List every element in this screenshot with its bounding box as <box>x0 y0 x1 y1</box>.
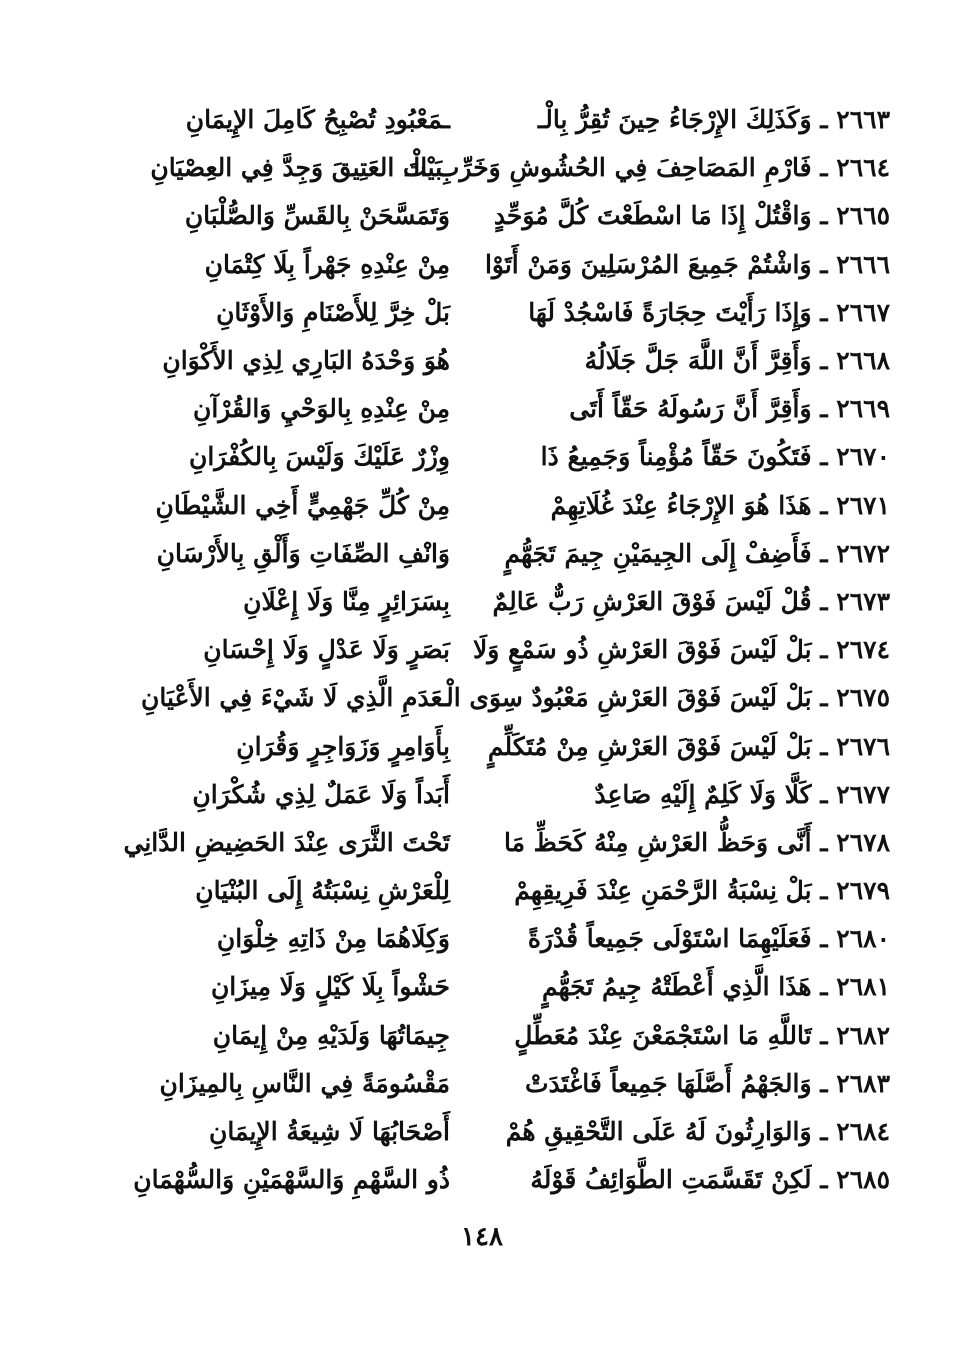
verse-first-hemistich <box>490 1060 890 1108</box>
verse-row <box>80 1108 890 1156</box>
verse-number: ٢٦٧٧ <box>836 779 890 809</box>
verse-first-hemistich <box>490 1108 890 1156</box>
verse-second-hemistich: مِنْ عِنْدِهِ بِالوَحْيِ وَالقُرْآنِ <box>193 394 450 424</box>
verse-first-hemistich-text: وَالوَارِثُونَ لَهُ عَلَى التَّحْقِيقِ هُمْ <box>505 1117 812 1147</box>
verse-first-hemistich-text: فَأَضِفْ إِلَى الجِيمَيْنِ جِيمَ تَجَهُّمٍ <box>504 538 812 568</box>
verse-row <box>80 1060 890 1108</box>
verse-number-dash: ـ <box>811 683 837 713</box>
verse-number: ٢٦٦٤ <box>836 153 890 183</box>
verse-row <box>80 578 890 626</box>
verse-number: ٢٦٧٦ <box>836 731 890 761</box>
verse-row <box>80 1012 890 1060</box>
verse-second-hemistich: وَكِلَاهُمَا مِنْ ذَاتِهِ خِلْوَانِ <box>216 924 450 954</box>
verse-first-hemistich-text: كَلَّا وَلَا كَلِمٌ إِلَيْهِ صَاعِدٌ <box>594 779 812 809</box>
verse-number: ٢٦٧٥ <box>836 683 890 713</box>
verse-number: ٢٦٧٩ <box>836 876 890 906</box>
verse-number: ٢٦٦٩ <box>836 394 890 424</box>
verse-first-hemistich-text: أَنَّى وَحَظُّ العَرْشِ مِنْهُ كَحَظِّ مَا <box>503 827 812 857</box>
verse-row <box>80 1156 890 1204</box>
verse-first-hemistich <box>490 1156 890 1204</box>
verse-number-dash: ـ <box>811 586 837 616</box>
verse-number-dash: ـ <box>811 1117 837 1147</box>
verse-second-hemistich: لِلْعَرْشِ نِسْبَتُهُ إِلَى البُنْيَانِ <box>195 876 450 906</box>
verse-number-dash: ـ <box>811 201 837 231</box>
verse-first-hemistich-text: بَلْ نِسْبَةُ الرَّحْمَنِ عِنْدَ فَرِيقِهِمْ <box>514 876 812 906</box>
verse-number-dash: ـ <box>811 635 837 665</box>
verse-first-hemistich <box>490 771 890 819</box>
verse-row <box>80 674 890 722</box>
verse-second-hemistich: مَقْسُومَةً فِي النَّاسِ بِالمِيزَانِ <box>159 1068 450 1098</box>
verse-first-hemistich <box>490 385 890 433</box>
verse-row <box>80 96 890 144</box>
verse-number: ٢٦٦٧ <box>836 297 890 327</box>
verse-number-dash: ـ <box>811 827 837 857</box>
verse-row <box>80 963 890 1011</box>
verse-first-hemistich <box>490 1012 890 1060</box>
verse-row <box>80 722 890 770</box>
verse-first-hemistich <box>438 674 890 722</box>
verse-number-dash: ـ <box>811 153 837 183</box>
verse-first-hemistich <box>490 337 890 385</box>
verse-row <box>80 626 890 674</box>
verse-first-hemistich-text: فَعَلَيْهِمَا اسْتَوْلَى جَمِيعاً قُدْرَةً <box>527 924 812 954</box>
poem-verses <box>80 96 890 1204</box>
verse-number-dash: ـ <box>811 249 837 279</box>
verse-number: ٢٦٧٤ <box>836 635 890 665</box>
verse-number: ٢٦٧١ <box>836 490 890 520</box>
verse-first-hemistich <box>472 626 890 674</box>
verse-first-hemistich <box>490 819 890 867</box>
verse-first-hemistich-text: تَاللَّهِ مَا اسْتَجْمَعْنَ عِنْدَ مُعَطِّلٍ <box>514 1020 812 1050</box>
verse-row <box>80 241 890 289</box>
verse-first-hemistich-text: وَكَذَلِكَ الإِرْجَاءُ حِينَ تُقِرُّ بِالْـ <box>537 105 812 135</box>
verse-first-hemistich <box>490 433 890 481</box>
verse-number-dash: ـ <box>811 105 837 135</box>
verse-number-dash: ـ <box>811 297 837 327</box>
verse-first-hemistich <box>487 723 890 771</box>
verse-first-hemistich-text: وَإِذَا رَأَيْتَ حِجَارَةً فَاسْجُدْ لَهَا <box>528 297 812 327</box>
verse-first-hemistich <box>490 963 890 1011</box>
verse-row <box>80 192 890 240</box>
verse-first-hemistich-text: بَلْ لَيْسَ فَوْقَ العَرْشِ مِنْ مُتَكَلِّمٍ <box>487 731 812 761</box>
verse-number-dash: ـ <box>811 1165 837 1195</box>
verse-second-hemistich: بِسَرَائِرٍ مِنَّا وَلَا إِعْلَانِ <box>243 586 450 616</box>
verse-number-dash: ـ <box>811 876 837 906</box>
verse-row <box>80 819 890 867</box>
verse-row <box>80 433 890 481</box>
verse-first-hemistich-text: وَالجَهْمُ أَصَّلَهَا جَمِيعاً فَاغْتَدَتْ <box>524 1068 812 1098</box>
verse-row <box>80 289 890 337</box>
verse-number-dash: ـ <box>811 972 837 1002</box>
verse-number: ٢٦٦٣ <box>836 105 890 135</box>
verse-row <box>80 915 890 963</box>
verse-row <box>80 385 890 433</box>
verse-first-hemistich <box>490 530 890 578</box>
verse-number: ٢٦٦٨ <box>836 346 890 376</box>
verse-number: ٢٦٨٢ <box>836 1020 890 1050</box>
verse-second-hemistich: بَصَرٍ وَلَا عَدْلٍ وَلَا إِحْسَانِ <box>203 635 450 665</box>
verse-number: ٢٦٦٥ <box>836 201 890 231</box>
verse-first-hemistich <box>490 96 890 144</box>
verse-first-hemistich-text: فَتَكُونَ حَقّاً مُؤْمِناً وَجَمِيعُ ذَا <box>540 442 812 472</box>
verse-number: ٢٦٧٨ <box>836 827 890 857</box>
page-number: ١٤٨ <box>461 1222 503 1252</box>
verse-second-hemistich: ـبَيْتَ العَتِيقَ وَجِدَّ فِي العِصْيَانِ <box>150 153 450 183</box>
verse-first-hemistich-text: وَاقْتُلْ إِذَا مَا اسْطَعْتَ كُلَّ مُوَحِّدٍ <box>493 201 812 231</box>
verse-second-hemistich: ـمَعْبُودِ تُصْبِحُ كَامِلَ الإِيمَانِ <box>185 105 450 135</box>
verse-first-hemistich <box>490 915 890 963</box>
verse-second-hemistich: وَانْفِ الصِّفَاتِ وَأَلْقِ بِالأَرْسَانِ <box>156 538 450 568</box>
verse-first-hemistich-text: وَاشْتُمْ جَمِيعَ المُرْسَلِينَ وَمَنْ أَتَوْا <box>484 249 812 279</box>
verse-second-hemistich: وَتَمَسَّحَنْ بِالقَسِّ وَالصُّلْبَانِ <box>184 201 450 231</box>
verse-row <box>80 337 890 385</box>
verse-second-hemistich: وِزْرٌ عَلَيْكَ وَلَيْسَ بِالكُفْرَانِ <box>189 442 450 472</box>
verse-number-dash: ـ <box>811 924 837 954</box>
verse-second-hemistich: ذُو السَّهْمِ وَالسَّهْمَيْنِ وَالسُّهْمَانِ <box>133 1165 450 1195</box>
verse-number: ٢٦٨١ <box>836 972 890 1002</box>
verse-row <box>80 144 890 192</box>
verse-second-hemistich: بَلْ خِرَّ لِلأَصْنَامِ وَالأَوْثَانِ <box>216 297 450 327</box>
verse-first-hemistich-text: هَذَا الَّذِي أَعْطَتْهُ جِيمُ تَجَهُّمٍ <box>542 972 812 1002</box>
verse-first-hemistich-text: بَلْ لَيْسَ فَوْقَ العَرْشِ مَعْبُودٌ سِوَى الْـ <box>438 683 812 713</box>
verse-number: ٢٦٨٠ <box>836 924 890 954</box>
verse-number-dash: ـ <box>811 442 837 472</box>
verse-number-dash: ـ <box>811 731 837 761</box>
verse-number-dash: ـ <box>811 1020 837 1050</box>
verse-number-dash: ـ <box>811 346 837 376</box>
verse-second-hemistich: حَشْواً بِلَا كَيْلٍ وَلَا مِيزَانِ <box>210 972 450 1002</box>
verse-number: ٢٦٧٠ <box>836 442 890 472</box>
verse-first-hemistich <box>490 192 890 240</box>
verse-row <box>80 482 890 530</box>
verse-second-hemistich: مِنْ عِنْدِهِ جَهْراً بِلَا كِتْمَانِ <box>204 249 450 279</box>
verse-first-hemistich <box>490 482 890 530</box>
verse-first-hemistich <box>490 289 890 337</box>
verse-first-hemistich <box>405 144 890 192</box>
verse-number: ٢٦٨٤ <box>836 1117 890 1147</box>
verse-number: ٢٦٨٥ <box>836 1165 890 1195</box>
verse-second-hemistich: هُوَ وَحْدَهُ البَارِي لِذِي الأَكْوَانِ <box>162 346 450 376</box>
verse-row <box>80 530 890 578</box>
verse-second-hemistich: أَبَداً وَلَا عَمَلٌ لِذِي شُكْرَانِ <box>192 779 450 809</box>
verse-first-hemistich-text: وَأَقِرَّ أَنَّ رَسُولَهُ حَقّاً أَتَى <box>569 394 812 424</box>
verse-row <box>80 771 890 819</box>
verse-second-hemistich: تَحْتَ الثَّرَى عِنْدَ الحَضِيضِ الدَّانِي <box>123 827 450 857</box>
verse-first-hemistich-text: فَارْمِ المَصَاحِفَ فِي الحُشُوشِ وَخَرِّبِ الْـ <box>405 153 812 183</box>
verse-first-hemistich <box>490 867 890 915</box>
verse-number: ٢٦٧٢ <box>836 538 890 568</box>
verse-second-hemistich: جِيمَاتُهَا وَلَدَيْهِ مِنْ إِيمَانِ <box>212 1020 450 1050</box>
verse-first-hemistich-text: وَأَقِرَّ أَنَّ اللَّهَ جَلَّ جَلَالُهُ <box>584 346 812 376</box>
verse-second-hemistich: بِأَوَامِرٍ وَزَوَاجِرٍ وَقُرَانِ <box>236 731 450 761</box>
verse-first-hemistich <box>484 241 890 289</box>
verse-second-hemistich: أَصْحَابُهَا لَا شِيعَةُ الإِيمَانِ <box>209 1117 450 1147</box>
verse-first-hemistich-text: هَذَا هُوَ الإِرْجَاءُ عِنْدَ غُلَاتِهِمْ <box>550 490 812 520</box>
verse-first-hemistich <box>490 578 890 626</box>
verse-second-hemistich: ـعَدَمِ الَّذِي لَا شَيْءَ فِي الأَعْيَانِ <box>141 683 450 713</box>
verse-number-dash: ـ <box>811 394 837 424</box>
verse-number: ٢٦٨٣ <box>836 1068 890 1098</box>
verse-number-dash: ـ <box>811 538 837 568</box>
verse-number: ٢٦٦٦ <box>836 249 890 279</box>
verse-row <box>80 867 890 915</box>
verse-number-dash: ـ <box>811 1068 837 1098</box>
verse-first-hemistich-text: قُلْ لَيْسَ فَوْقَ العَرْشِ رَبٌّ عَالِمٌ <box>492 586 812 616</box>
verse-number: ٢٦٧٣ <box>836 586 890 616</box>
verse-number-dash: ـ <box>811 490 837 520</box>
verse-first-hemistich-text: بَلْ لَيْسَ فَوْقَ العَرْشِ ذُو سَمْعٍ وَلَا <box>472 635 812 665</box>
verse-first-hemistich-text: لَكِنْ تَقَسَّمَتِ الطَّوَائِفُ قَوْلَهُ <box>530 1165 812 1195</box>
verse-second-hemistich: مِنْ كُلِّ جَهْمِيٍّ أَخِي الشَّيْطَانِ <box>155 490 450 520</box>
verse-number-dash: ـ <box>811 779 837 809</box>
